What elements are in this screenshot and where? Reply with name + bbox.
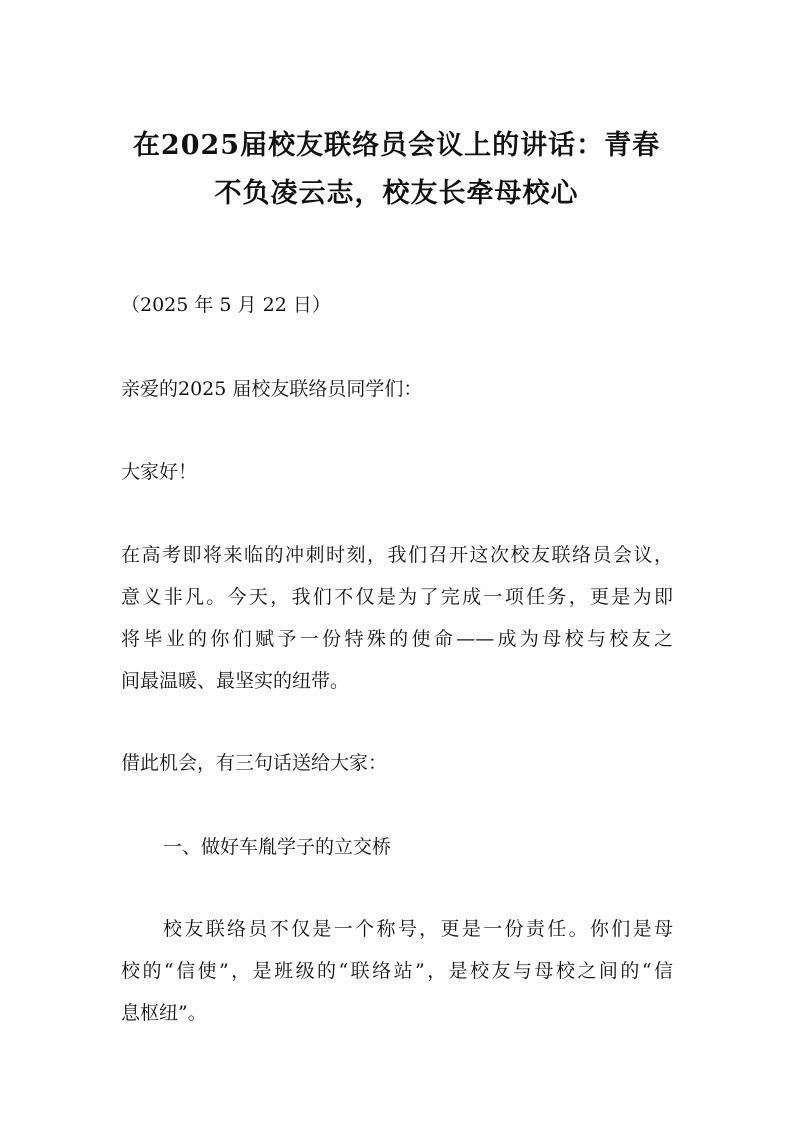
- paragraph-section-1-line-1: 校友联络员不仅是一个称号，更是一份责任。你们是母: [163, 918, 673, 940]
- paragraph-intro-line-2: 意义非凡。今天，我们不仅是为了完成一项任务，更是为即: [121, 586, 673, 608]
- salutation: 亲爱的2025 届校友联络员同学们：: [121, 378, 423, 400]
- document-title: [100, 122, 693, 218]
- paragraph-section-1: [121, 908, 673, 1034]
- paragraph-intro-line-1: 在高考即将来临的冲刺时刻，我们召开这次校友联络员会议，: [121, 544, 673, 566]
- greeting: 大家好！: [121, 461, 198, 483]
- paragraph-intro: [121, 534, 673, 702]
- paragraph-section-1-line-3: 息枢纽”。: [121, 1002, 207, 1024]
- title-line-2: 不负凌云志，校友长牵母校心: [214, 178, 579, 209]
- speech-date: （2025 年 5 月 22 日）: [121, 294, 331, 316]
- paragraph-intro-line-4: 间最温暖、最坚实的纽带。: [121, 670, 350, 692]
- paragraph-section-1-line-2: 校的“信使”，是班级的“联络站”，是校友与母校之间的“信: [121, 960, 673, 982]
- paragraph-intro-line-3: 将毕业的你们赋予一份特殊的使命——成为母校与校友之: [121, 628, 673, 650]
- paragraph-three-words: 借此机会，有三句话送给大家：: [121, 752, 388, 774]
- title-line-1: 在2025届校友联络员会议上的讲话：青春: [132, 130, 661, 161]
- section-heading-1: 一、做好车胤学子的立交桥: [163, 836, 392, 858]
